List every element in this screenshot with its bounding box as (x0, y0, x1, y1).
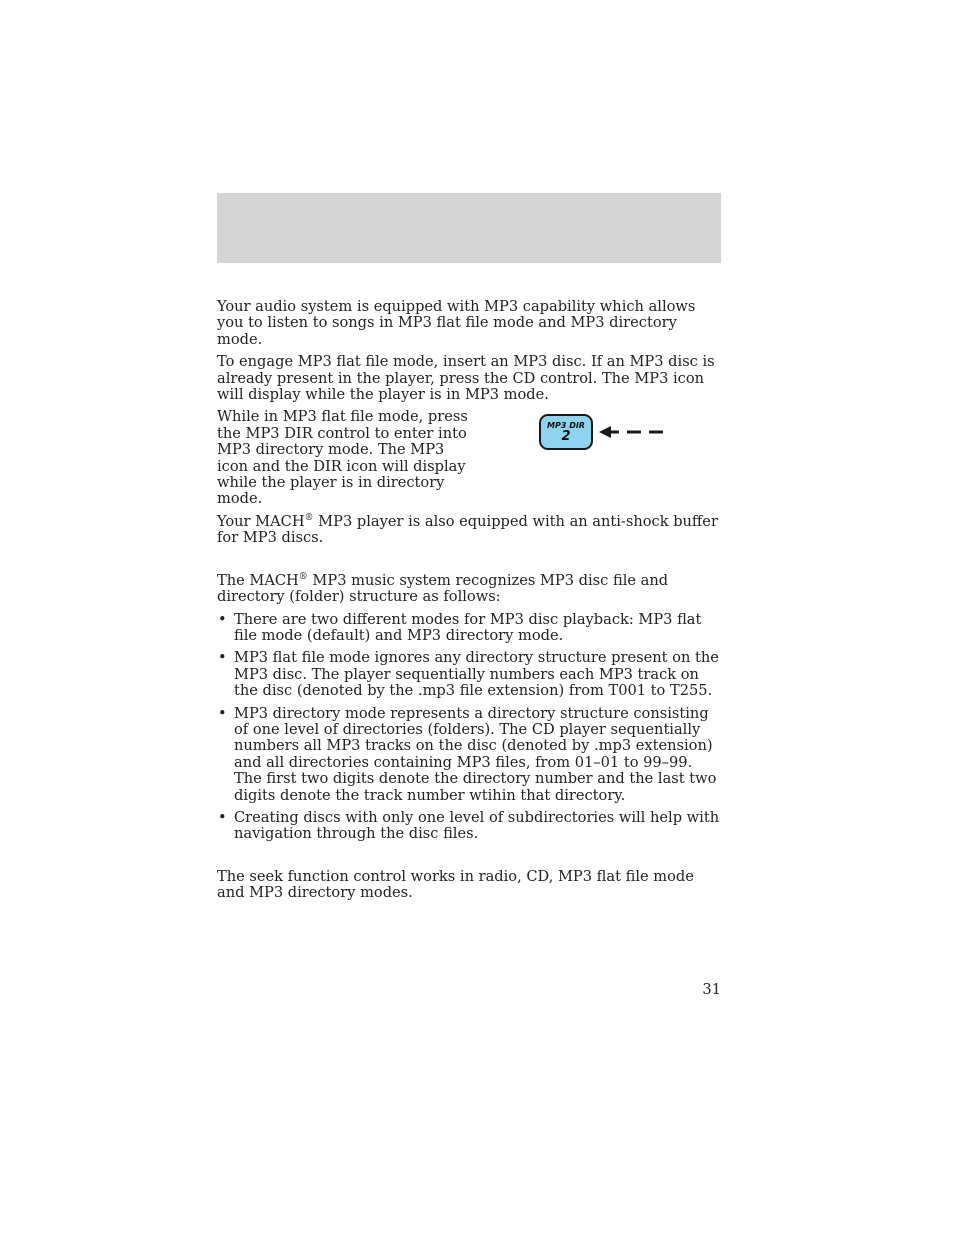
directory-mode-row (217, 409, 723, 507)
mp3-dir-button-number: 2 (561, 428, 571, 444)
mp3-dir-figure (539, 414, 665, 450)
list-item: • MP3 directory mode represents a directory structure consisting of one level of directories (folders). The CD player sequentially numbers all MP3 tracks on the disc (denoted by .mp3 extension) and all directories containing MP3 files, from 01–01 to 99–99. The first two digits denote the directory number and the last two digits denote the track number wtihin that directory. (217, 706, 723, 804)
page-content (217, 299, 723, 908)
page-number: 31 (702, 981, 721, 998)
intro-paragraph-2: To engage MP3 flat file mode, insert an MP3 disc. If an MP3 disc is already present in the player, press the CD control. The MP3 icon will display while the player is in MP3 mode. (217, 353, 715, 404)
list-item: • There are two different modes for MP3 disc playback: MP3 flat file mode (default) and MP3 directory mode. (217, 612, 723, 645)
intro-paragraph-3: While in MP3 flat file mode, press the MP3 DIR control to enter into MP3 directory mode. The MP3 icon and the DIR icon will display while the player is in directory mode. (217, 408, 468, 508)
section-header-band (217, 193, 721, 263)
intro-paragraph-1: Your audio system is equipped with MP3 capability which allows you to listen to songs in MP3 flat file mode and MP3 directory mode. (217, 298, 696, 348)
intro-paragraph-4: Your MACH® MP3 player is also equipped with an anti-shock buffer for MP3 discs. (217, 512, 718, 547)
mp3-dir-button-label: MP3 DIR (547, 420, 585, 430)
list-item: • Creating discs with only one level of subdirectories will help with navigation through the disc files. (217, 810, 723, 843)
arrow-left-icon (599, 425, 665, 439)
mp3-dir-button-illustration (539, 414, 593, 450)
structure-intro-paragraph: The MACH® MP3 music system recognizes MP3 disc file and directory (folder) structure as follows: (217, 571, 669, 606)
seek-paragraph: The seek function control works in radio, CD, MP3 flat file mode and MP3 directory modes. (217, 867, 694, 902)
list-item: • MP3 flat file mode ignores any directory structure present on the MP3 disc. The player sequentially numbers each MP3 track on the disc (denoted by the .mp3 file extension) from T001 to T255. (217, 650, 723, 699)
structure-bullet-list (217, 612, 723, 843)
